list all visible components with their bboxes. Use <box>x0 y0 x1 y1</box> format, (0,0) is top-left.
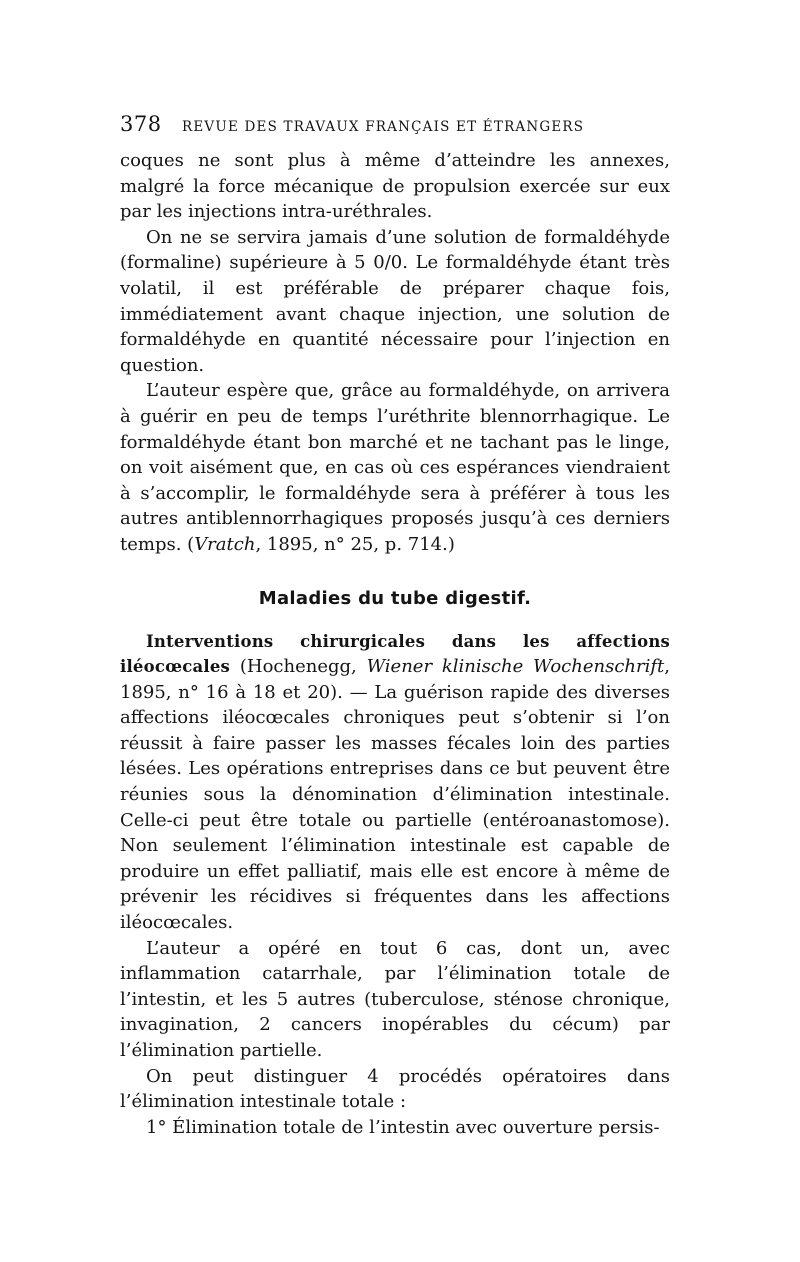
document-page <box>120 112 670 1140</box>
article-body: , 1895, n° 16 à 18 et 20). — La guérison rapide des diverses affections iléocœcales chroniques peut s’obtenir si l’on réussit à faire passer les masses fécales loin des parties lésées. Les opérations entreprises dans ce but peuvent être réunies sous la dénomination d’élimination intestinale. Celle-ci peut être totale ou partielle (entéroanastomose). Non seulement l’élimination intestinale est capable de produire un effet palliatif, mais elle est encore à même de prévenir les récidives si fréquentes dans les affections iléocœcales. <box>120 656 670 934</box>
citation-details: , 1895, n° 25, p. 714.) <box>255 533 455 555</box>
paragraph-text: L’auteur espère que, grâce au formaldéhyde, on arrivera à guérir en peu de temps l’uréthrite blennorrhagique. Le formaldéhyde étant bon marché et ne tachant pas le linge, on voit aisément que, en cas où ces espérances viendraient à s’accomplir, le formaldéhyde sera à préférer à tous les autres antiblennorrhagiques proposés jusqu’à ces derniers temps. <box>120 380 670 555</box>
running-header <box>120 112 670 144</box>
paragraph-procedures: On peut distinguer 4 procédés opératoires dans l’élimination intestinale totale : <box>120 1065 670 1113</box>
paragraph-author-conclusion <box>120 378 670 557</box>
citation-journal: Vratch <box>194 533 256 555</box>
article-paragraph <box>120 629 670 936</box>
paragraph-formaline-dosage: On ne se servira jamais d’une solution de formaldéhyde (formaline) supérieure à 5 0/0. Le formaldéhyde étant très volatil, il est préférable de préparer chaque fois, immédiatement avant chaque injection, une solution de formaldéhyde en quantité nécessaire pour l’injection en question. <box>120 226 670 376</box>
paragraph-procedure-one: 1° Élimination totale de l’intestin avec ouverture persis- <box>146 1116 660 1138</box>
page-number: 378 <box>120 112 162 136</box>
section-heading: Maladies du tube digestif. <box>258 587 532 609</box>
running-title: REVUE DES TRAVAUX FRANÇAIS ET ÉTRANGERS <box>182 119 585 135</box>
paragraph-cases: L’auteur a opéré en tout 6 cas, dont un, avec inflammation catarrhale, par l’élimination totale de l’intestin, et les 5 autres (tuberculose, sténose chronique, invagination, 2 cancers inopérables du cécum) par l’élimination partielle. <box>120 937 670 1061</box>
article-journal: Wiener klinische Wochenschrift <box>366 656 665 678</box>
article-title: Interventions chirurgicales dans les affections iléocœcales <box>120 631 670 677</box>
paragraph-continuation: coques ne sont plus à même d’atteindre les annexes, malgré la force mécanique de propulsion exercée sur eux par les injections intra-uréthrales. <box>120 150 670 223</box>
article-ref-open: (Hochenegg, <box>230 656 367 678</box>
citation-open: ( <box>181 533 195 555</box>
